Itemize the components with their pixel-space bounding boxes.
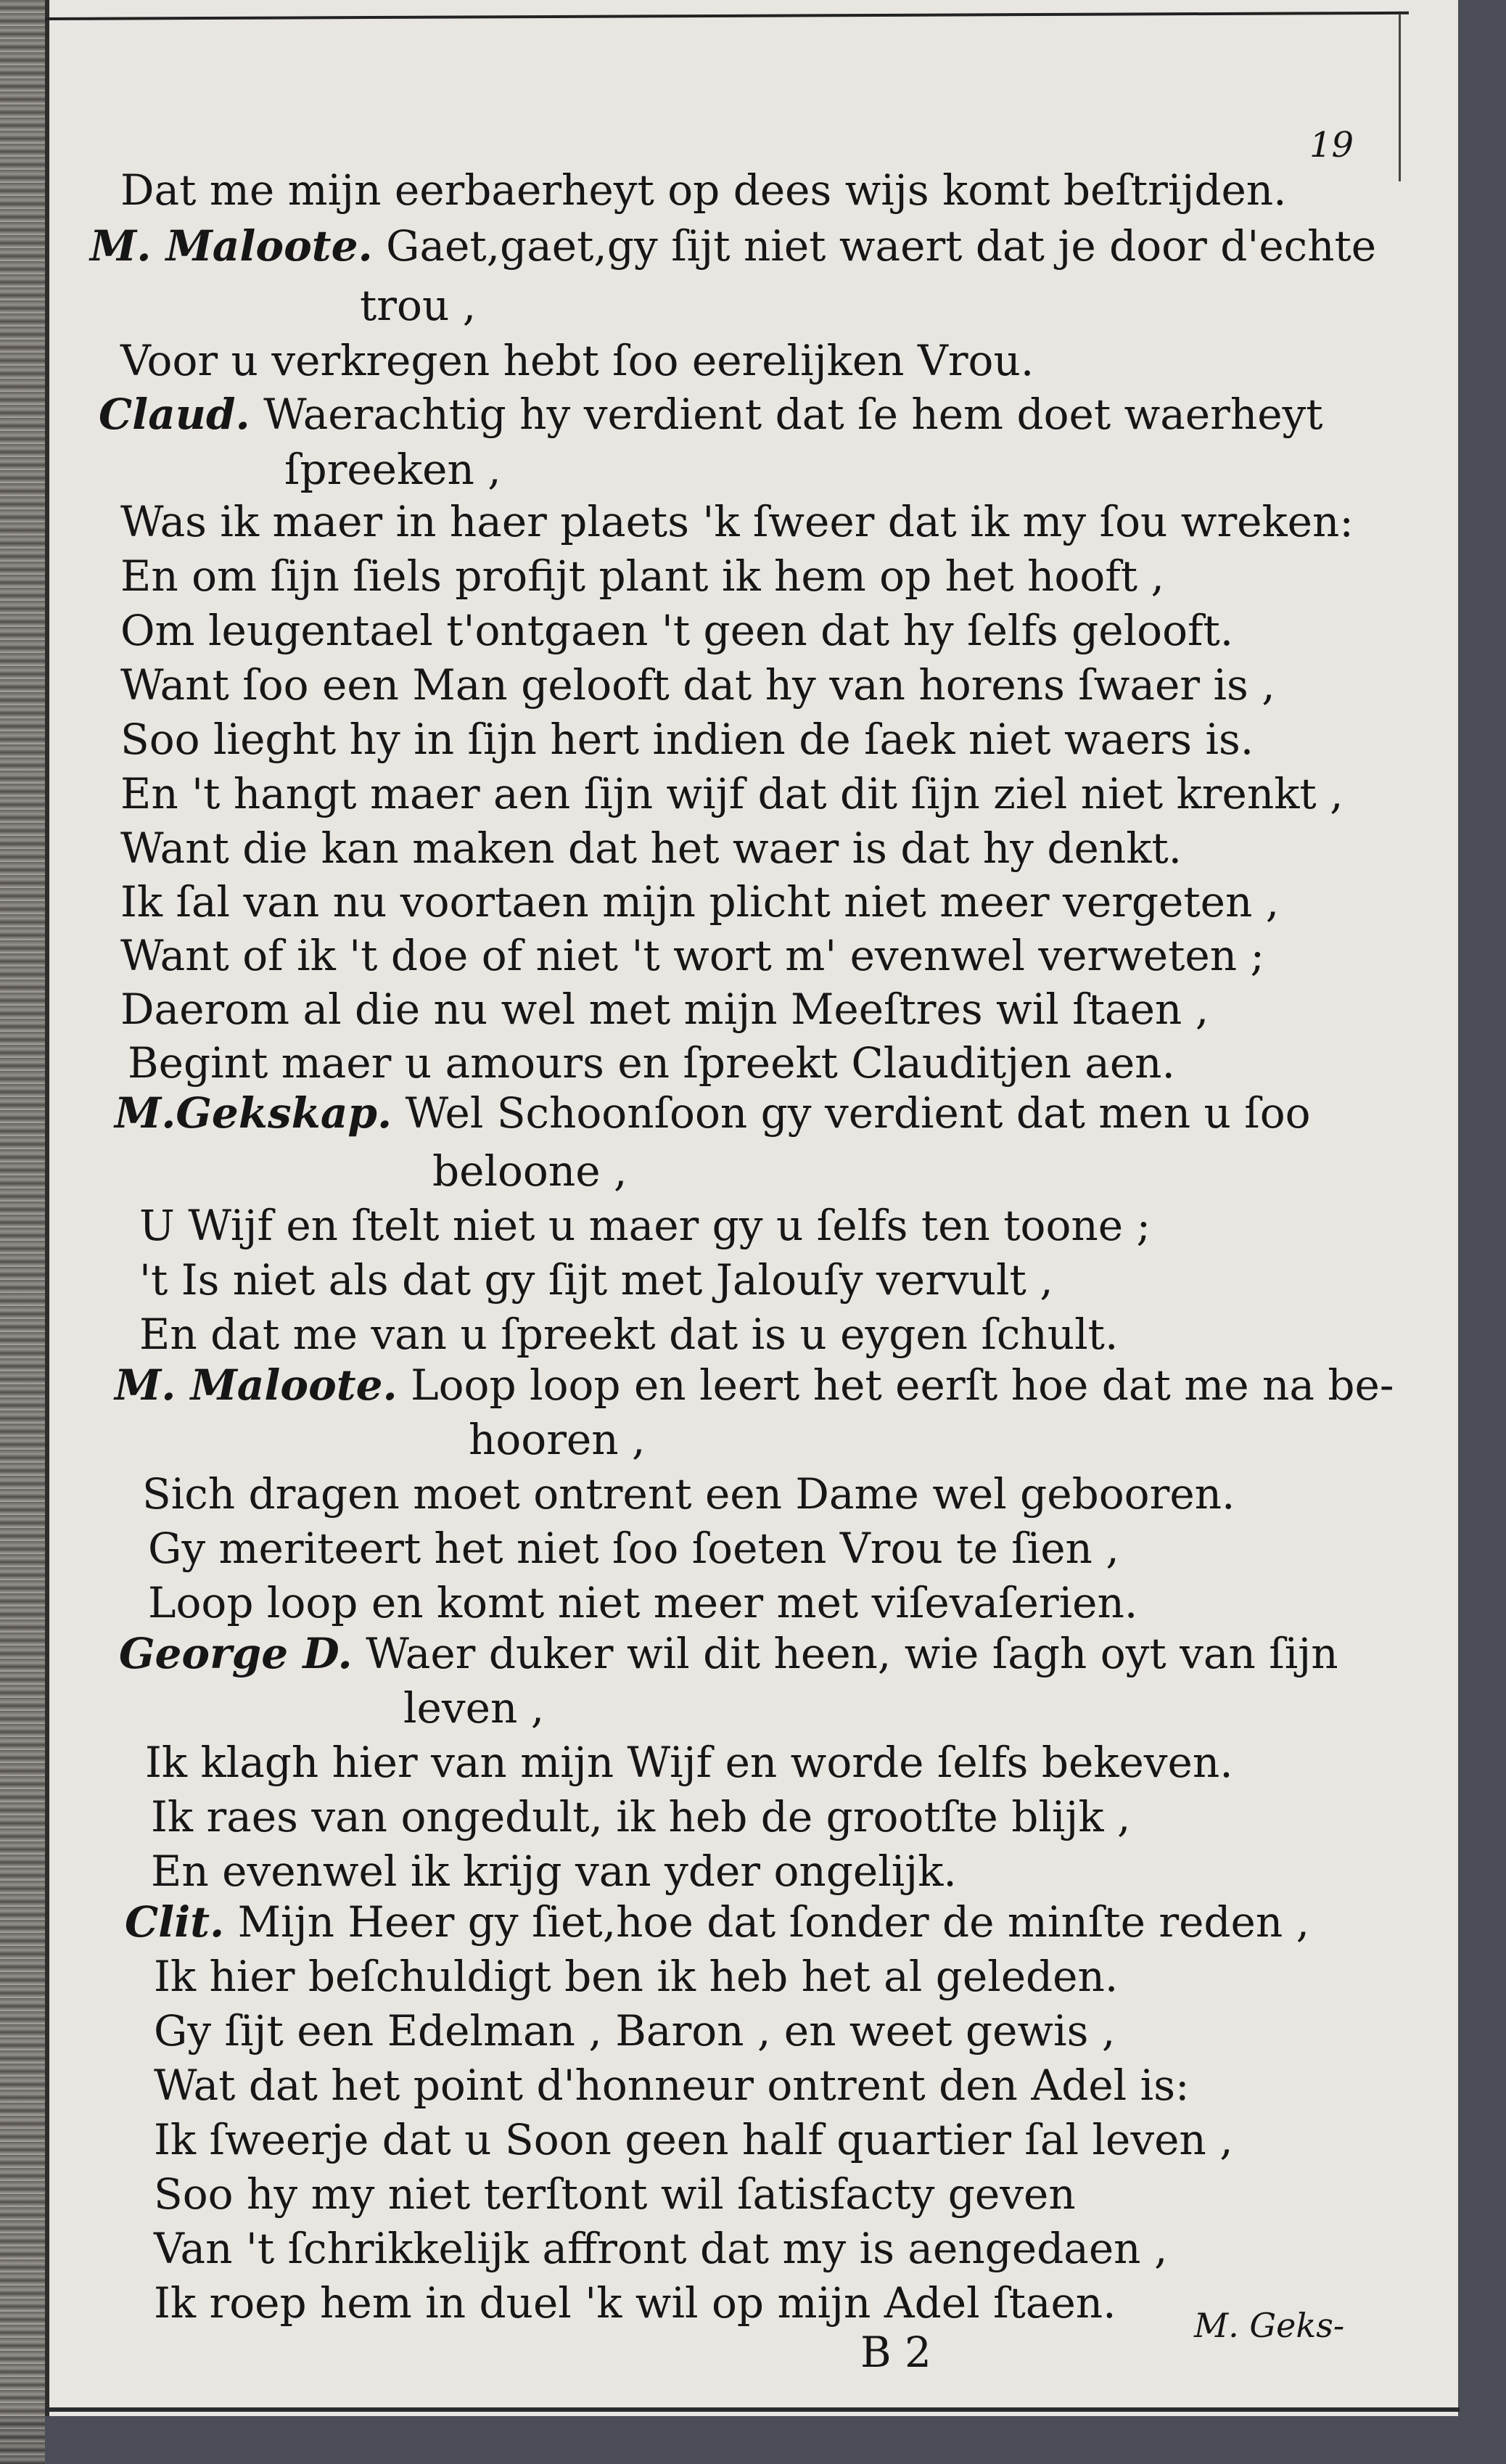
text-line: Daerom al die nu wel met mijn Meeſtres wil ſtaen , <box>120 985 1209 1034</box>
text-line: M. Maloote. Gaet,gaet,gy ſijt niet waert dat je door d'echte <box>90 221 1377 271</box>
text-line: Ik roep hem in duel 'k wil op mijn Adel ſtaen. <box>154 2278 1116 2328</box>
book-binding <box>0 0 45 2464</box>
text-line: trou , <box>360 281 477 330</box>
text-line: En dat me van u ſpreekt dat is u eygen ſchult. <box>139 1310 1119 1359</box>
text-line: Sich dragen moet ontrent een Dame wel gebooren. <box>142 1469 1235 1519</box>
text-line: Van 't ſchrikkelijk affront dat my is aengedaen , <box>154 2224 1168 2273</box>
text-line: Gy ſijt een Edelman , Baron , en weet gewis , <box>154 2006 1116 2056</box>
text-line: En om ſijn ſiels profijt plant ik hem op het hooft , <box>120 551 1164 601</box>
text-line: M. Maloote. Loop loop en leert het eerſt hoe dat me na be- <box>115 1360 1394 1410</box>
text-line: Wat dat het point d'honneur ontrent den Adel is: <box>154 2061 1190 2110</box>
text-line: Gy meriteert het niet ſoo ſoeten Vrou te ſien , <box>148 1524 1119 1573</box>
catchword: M. Geks- <box>1194 2306 1345 2345</box>
signature-mark: B 2 <box>860 2328 931 2377</box>
gutter-line <box>45 0 49 2416</box>
page-number: 19 <box>1309 125 1354 165</box>
text-line: Ik raes van ongedult, ik heb de grootſte blijk , <box>151 1792 1131 1841</box>
text-line: Begint maer u amours en ſpreekt Clauditjen aen. <box>128 1038 1175 1088</box>
text-line: Ik ſweerje dat u Soon geen half quartier ſal leven , <box>154 2115 1233 2164</box>
page-border-top <box>45 12 1409 20</box>
text-line: hooren , <box>469 1415 646 1464</box>
text-line: Loop loop en komt niet meer met viſevaſerien. <box>148 1578 1138 1627</box>
text-line: Dat me mijn eerbaerheyt op dees wijs komt beſtrijden. <box>120 165 1287 215</box>
text-line: Was ik maer in haer plaets 'k ſweer dat ik my ſou wreken: <box>120 497 1354 546</box>
text-line: M.Gekskap. Wel Schoonſoon gy verdient dat men u ſoo <box>115 1088 1311 1138</box>
text-line: Want die kan maken dat het waer is dat hy denkt. <box>120 824 1182 873</box>
text-line: Voor u verkregen hebt ſoo eerelijken Vrou. <box>120 336 1034 385</box>
text-line: Clit. Mijn Heer gy ſiet,hoe dat ſonder de minſte reden , <box>125 1897 1310 1947</box>
text-line: U Wijf en ſtelt niet u maer gy u ſelfs ten toone ; <box>139 1201 1151 1250</box>
text-line: Claud. Waerachtig hy verdient dat ſe hem doet waerheyt <box>99 390 1323 439</box>
text-line: En 't hangt maer aen ſijn wijf dat dit ſijn ziel niet krenkt , <box>120 769 1344 818</box>
text-line: ſpreeken , <box>284 445 501 494</box>
text-line: beloone , <box>432 1146 628 1196</box>
text-line: Om leugentael t'ontgaen 't geen dat hy ſelfs gelooft. <box>120 606 1234 655</box>
page-border-bottom <box>45 2407 1460 2412</box>
text-line: Soo lieght hy in ſijn hert indien de ſaek niet waers is. <box>120 715 1254 764</box>
text-line: Want of ik 't doe of niet 't wort m' evenwel verweten ; <box>120 931 1265 980</box>
text-line: Soo hy my niet terſtont wil ſatisfacty geven <box>154 2169 1076 2219</box>
text-line: George D. Waer duker wil dit heen, wie ſagh oyt van ſijn <box>119 1629 1338 1678</box>
text-line: Ik hier beſchuldigt ben ik heb het al geleden. <box>154 1952 1119 2001</box>
text-line: leven , <box>403 1683 545 1733</box>
text-line: 't Is niet als dat gy ſijt met Jalouſy vervult , <box>139 1255 1053 1305</box>
text-line: Ik ſal van nu voortaen mijn plicht niet meer vergeten , <box>120 877 1280 927</box>
text-line: En evenwel ik krijg van yder ongelijk. <box>151 1847 957 1896</box>
text-line: Want ſoo een Man gelooft dat hy van horens ſwaer is , <box>120 660 1275 710</box>
page-border-right <box>1399 15 1401 181</box>
text-line: Ik klagh hier van mijn Wijf en worde ſelfs bekeven. <box>145 1738 1233 1787</box>
